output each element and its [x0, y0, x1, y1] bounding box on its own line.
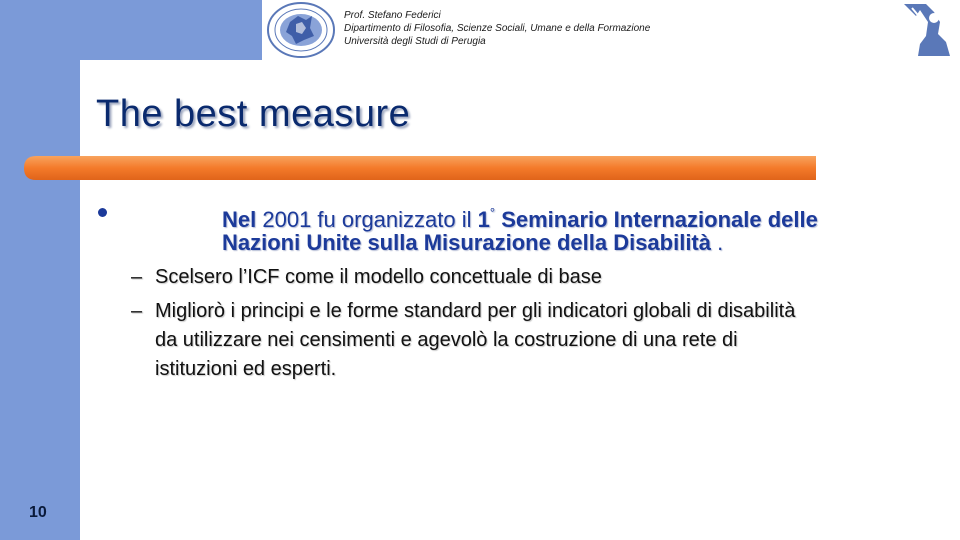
slide-title: The best measure — [96, 93, 411, 135]
header-department: Dipartimento di Filosofia, Scienze Sociali, Umane e della Formazione — [344, 23, 651, 34]
bullet-text-a: 2001 fu organizzato il — [256, 207, 478, 232]
bullet-degree: ° — [489, 205, 496, 220]
sub-bullet-2-line-3: istituzioni ed esperti. — [155, 358, 337, 380]
university-seal-icon — [266, 2, 336, 58]
figure-logo-icon — [898, 0, 960, 60]
bullet-line2-end: . — [711, 230, 724, 255]
page-number: 10 — [29, 504, 47, 521]
sub-bullet-dash: – — [131, 266, 143, 288]
bullet-word-nel: Nel — [222, 207, 257, 232]
bullet-line2: Nazioni Unite sulla Misurazione della Disabilità — [222, 230, 711, 255]
header-university: Università degli Studi di Perugia — [344, 36, 486, 47]
bullet-text-b: Seminario Internazionale delle — [495, 207, 818, 232]
title-underline-bar — [24, 156, 816, 180]
bullet-dot-icon — [98, 208, 107, 217]
left-frame-bar — [0, 0, 80, 540]
sub-bullet-2-line-1: Migliorò i principi e le forme standard per gli indicatori globali di disabilità — [155, 300, 796, 322]
header-author: Prof. Stefano Federici — [344, 10, 441, 21]
bullet-text-1: 1 — [477, 207, 490, 232]
main-bullet-line-2 — [222, 228, 723, 258]
sub-bullet-dash: – — [131, 300, 143, 322]
header-text — [344, 9, 650, 48]
sub-bullet-2-line-2: da utilizzare nei censimenti e agevolò la costruzione di una rete di — [155, 329, 738, 351]
sub-bullet-1-line-1: Scelsero l’ICF come il modello concettuale di base — [155, 266, 602, 288]
